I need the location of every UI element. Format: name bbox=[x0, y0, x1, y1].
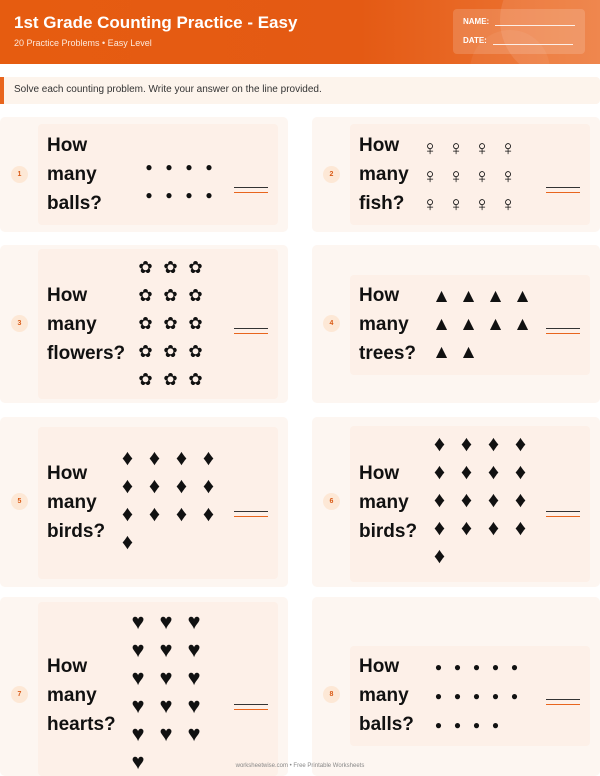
question-line: How bbox=[47, 135, 88, 156]
problem-card-6 bbox=[312, 417, 600, 587]
object-group bbox=[428, 282, 536, 366]
object-group bbox=[417, 134, 521, 218]
question-line: many bbox=[47, 164, 97, 185]
question-text bbox=[47, 459, 105, 546]
problem-number: 8 bbox=[323, 686, 340, 703]
diamond-icon: ♦ bbox=[514, 459, 527, 484]
answer-line[interactable] bbox=[234, 704, 268, 710]
triangle-icon: ▲ bbox=[513, 285, 532, 307]
worksheet-title: 1st Grade Counting Practice - Easy bbox=[14, 13, 298, 32]
flower-icon: ✿ bbox=[163, 341, 178, 361]
diamond-icon: ♦ bbox=[121, 529, 134, 554]
diamond-icon: ♦ bbox=[202, 501, 215, 526]
heart-icon: ♥ bbox=[187, 693, 201, 718]
dot-icon: ● bbox=[145, 188, 153, 202]
question-text bbox=[359, 131, 409, 218]
question-line: trees? bbox=[359, 343, 417, 364]
problem-card-8 bbox=[312, 597, 600, 776]
name-label: NAME: bbox=[463, 17, 490, 26]
dot-icon: ● bbox=[205, 188, 213, 202]
problem-card-1 bbox=[0, 117, 288, 232]
diamond-icon: ♦ bbox=[202, 473, 215, 498]
female-sign-icon: ♀ bbox=[422, 164, 438, 188]
flower-icon: ✿ bbox=[188, 285, 203, 305]
dot-icon: ● bbox=[491, 659, 500, 674]
problem-number: 7 bbox=[11, 686, 28, 703]
problem-inner bbox=[38, 249, 278, 399]
question-line: How bbox=[359, 463, 400, 484]
female-sign-icon: ♀ bbox=[448, 164, 464, 188]
problem-card-7 bbox=[0, 597, 288, 776]
answer-line[interactable] bbox=[546, 328, 580, 334]
dot-icon: ● bbox=[165, 188, 173, 202]
triangle-icon: ▲ bbox=[486, 285, 505, 307]
heart-icon: ♥ bbox=[159, 721, 173, 746]
heart-icon: ♥ bbox=[187, 721, 201, 746]
question-line: many bbox=[47, 492, 97, 513]
flower-icon: ✿ bbox=[188, 369, 203, 389]
diamond-icon: ♦ bbox=[175, 473, 188, 498]
dot-icon: ● bbox=[453, 659, 462, 674]
object-group bbox=[133, 253, 208, 393]
problem-number: 5 bbox=[11, 493, 28, 510]
dot-icon: ● bbox=[453, 717, 462, 732]
diamond-icon: ♦ bbox=[514, 431, 527, 456]
question-text bbox=[359, 652, 414, 739]
dot-icon: ● bbox=[205, 160, 213, 174]
diamond-icon: ♦ bbox=[202, 445, 215, 470]
problem-card-5 bbox=[0, 417, 288, 587]
problem-inner bbox=[350, 426, 590, 582]
female-sign-icon: ♀ bbox=[474, 164, 490, 188]
diamond-icon: ♦ bbox=[433, 459, 446, 484]
diamond-icon: ♦ bbox=[121, 445, 134, 470]
female-sign-icon: ♀ bbox=[422, 136, 438, 160]
heart-icon: ♥ bbox=[159, 665, 173, 690]
heart-icon: ♥ bbox=[131, 637, 145, 662]
question-text bbox=[47, 281, 125, 368]
female-sign-icon: ♀ bbox=[448, 192, 464, 216]
answer-line[interactable] bbox=[546, 699, 580, 705]
diamond-icon: ♦ bbox=[433, 487, 446, 512]
diamond-icon: ♦ bbox=[487, 515, 500, 540]
question-line: How bbox=[359, 656, 400, 677]
problem-card-4 bbox=[312, 245, 600, 403]
triangle-icon: ▲ bbox=[459, 313, 478, 335]
flower-icon: ✿ bbox=[138, 285, 153, 305]
heart-icon: ♥ bbox=[187, 637, 201, 662]
answer-line[interactable] bbox=[234, 511, 268, 517]
diamond-icon: ♦ bbox=[514, 487, 527, 512]
dot-icon: ● bbox=[434, 717, 443, 732]
flower-icon: ✿ bbox=[138, 341, 153, 361]
triangle-icon: ▲ bbox=[432, 341, 451, 363]
dot-icon: ● bbox=[472, 688, 481, 703]
date-line[interactable] bbox=[493, 37, 573, 45]
diamond-icon: ♦ bbox=[487, 487, 500, 512]
question-line: balls? bbox=[47, 193, 102, 214]
diamond-icon: ♦ bbox=[460, 459, 473, 484]
question-text bbox=[359, 459, 417, 546]
name-line[interactable] bbox=[495, 18, 575, 26]
dot-icon: ● bbox=[185, 160, 193, 174]
question-line: balls? bbox=[359, 714, 414, 735]
flower-icon: ✿ bbox=[163, 313, 178, 333]
problem-inner bbox=[350, 124, 590, 225]
object-group bbox=[114, 444, 222, 556]
problem-card-3 bbox=[0, 245, 288, 403]
flower-icon: ✿ bbox=[188, 257, 203, 277]
triangle-icon: ▲ bbox=[513, 313, 532, 335]
heart-icon: ♥ bbox=[131, 609, 145, 634]
flower-icon: ✿ bbox=[138, 257, 153, 277]
diamond-icon: ♦ bbox=[460, 487, 473, 512]
question-line: many bbox=[47, 685, 97, 706]
dot-icon: ● bbox=[434, 688, 443, 703]
question-line: How bbox=[47, 656, 88, 677]
flower-icon: ✿ bbox=[188, 341, 203, 361]
problem-number: 3 bbox=[11, 315, 28, 332]
problem-inner bbox=[350, 275, 590, 375]
diamond-icon: ♦ bbox=[460, 515, 473, 540]
diamond-icon: ♦ bbox=[121, 501, 134, 526]
diamond-icon: ♦ bbox=[148, 473, 161, 498]
dot-icon: ● bbox=[510, 688, 519, 703]
object-group bbox=[139, 153, 219, 209]
footer: worksheetwise.com • Free Printable Worksheets bbox=[235, 763, 365, 769]
triangle-icon: ▲ bbox=[432, 313, 451, 335]
triangle-icon: ▲ bbox=[432, 285, 451, 307]
female-sign-icon: ♀ bbox=[448, 136, 464, 160]
problem-number: 6 bbox=[323, 493, 340, 510]
heart-icon: ♥ bbox=[159, 609, 173, 634]
heart-icon: ♥ bbox=[131, 749, 145, 774]
diamond-icon: ♦ bbox=[433, 515, 446, 540]
question-line: birds? bbox=[359, 521, 418, 542]
worksheet-header bbox=[0, 0, 600, 64]
dot-icon: ● bbox=[472, 659, 481, 674]
heart-icon: ♥ bbox=[187, 609, 201, 634]
problem-inner bbox=[350, 646, 590, 746]
question-line: many bbox=[359, 685, 409, 706]
name-date-box bbox=[453, 9, 585, 54]
diamond-icon: ♦ bbox=[487, 431, 500, 456]
heart-icon: ♥ bbox=[159, 637, 173, 662]
dot-icon: ● bbox=[165, 160, 173, 174]
question-line: many bbox=[359, 164, 409, 185]
question-text bbox=[47, 652, 116, 739]
answer-line[interactable] bbox=[546, 187, 580, 193]
problem-number: 2 bbox=[323, 166, 340, 183]
object-group bbox=[124, 608, 208, 776]
instructions-bar: Solve each counting problem. Write your answer on the line provided. bbox=[0, 77, 600, 104]
question-line: How bbox=[359, 135, 400, 156]
dot-icon: ● bbox=[453, 688, 462, 703]
worksheet-subtitle: 20 Practice Problems • Easy Level bbox=[14, 38, 152, 48]
dot-icon: ● bbox=[510, 659, 519, 674]
diamond-icon: ♦ bbox=[148, 445, 161, 470]
object-group bbox=[429, 652, 524, 739]
question-line: hearts? bbox=[47, 714, 116, 735]
flower-icon: ✿ bbox=[163, 257, 178, 277]
question-line: many bbox=[47, 314, 97, 335]
diamond-icon: ♦ bbox=[433, 543, 446, 568]
diamond-icon: ♦ bbox=[175, 445, 188, 470]
diamond-icon: ♦ bbox=[175, 501, 188, 526]
female-sign-icon: ♀ bbox=[500, 136, 516, 160]
question-line: many bbox=[359, 492, 409, 513]
heart-icon: ♥ bbox=[131, 693, 145, 718]
heart-icon: ♥ bbox=[131, 665, 145, 690]
question-line: How bbox=[359, 285, 400, 306]
question-line: birds? bbox=[47, 521, 106, 542]
dot-icon: ● bbox=[145, 160, 153, 174]
triangle-icon: ▲ bbox=[459, 285, 478, 307]
question-line: How bbox=[47, 285, 88, 306]
problem-inner bbox=[38, 602, 278, 776]
diamond-icon: ♦ bbox=[433, 431, 446, 456]
diamond-icon: ♦ bbox=[121, 473, 134, 498]
answer-line[interactable] bbox=[234, 187, 268, 193]
dot-icon: ● bbox=[491, 688, 500, 703]
date-row bbox=[463, 36, 573, 45]
problem-number: 1 bbox=[11, 166, 28, 183]
female-sign-icon: ♀ bbox=[500, 192, 516, 216]
heart-icon: ♥ bbox=[159, 693, 173, 718]
flower-icon: ✿ bbox=[138, 369, 153, 389]
female-sign-icon: ♀ bbox=[422, 192, 438, 216]
flower-icon: ✿ bbox=[188, 313, 203, 333]
female-sign-icon: ♀ bbox=[500, 164, 516, 188]
question-text bbox=[47, 131, 102, 218]
diamond-icon: ♦ bbox=[487, 459, 500, 484]
dot-icon: ● bbox=[491, 717, 500, 732]
object-group bbox=[426, 430, 534, 570]
flower-icon: ✿ bbox=[163, 369, 178, 389]
triangle-icon: ▲ bbox=[486, 313, 505, 335]
female-sign-icon: ♀ bbox=[474, 192, 490, 216]
diamond-icon: ♦ bbox=[148, 501, 161, 526]
problem-inner bbox=[38, 124, 278, 225]
triangle-icon: ▲ bbox=[459, 341, 478, 363]
heart-icon: ♥ bbox=[131, 721, 145, 746]
question-line: How bbox=[47, 463, 88, 484]
answer-line[interactable] bbox=[234, 328, 268, 334]
dot-icon: ● bbox=[434, 659, 443, 674]
problem-card-2 bbox=[312, 117, 600, 232]
answer-line[interactable] bbox=[546, 511, 580, 517]
date-label: DATE: bbox=[463, 36, 487, 45]
question-text bbox=[359, 281, 416, 368]
female-sign-icon: ♀ bbox=[474, 136, 490, 160]
dot-icon: ● bbox=[472, 717, 481, 732]
dot-icon: ● bbox=[185, 188, 193, 202]
question-line: flowers? bbox=[47, 343, 126, 364]
diamond-icon: ♦ bbox=[514, 515, 527, 540]
flower-icon: ✿ bbox=[138, 313, 153, 333]
problem-number: 4 bbox=[323, 315, 340, 332]
heart-icon: ♥ bbox=[187, 665, 201, 690]
question-line: fish? bbox=[359, 193, 405, 214]
flower-icon: ✿ bbox=[163, 285, 178, 305]
diamond-icon: ♦ bbox=[460, 431, 473, 456]
question-line: many bbox=[359, 314, 409, 335]
problem-inner bbox=[38, 427, 278, 579]
name-row bbox=[463, 17, 575, 26]
